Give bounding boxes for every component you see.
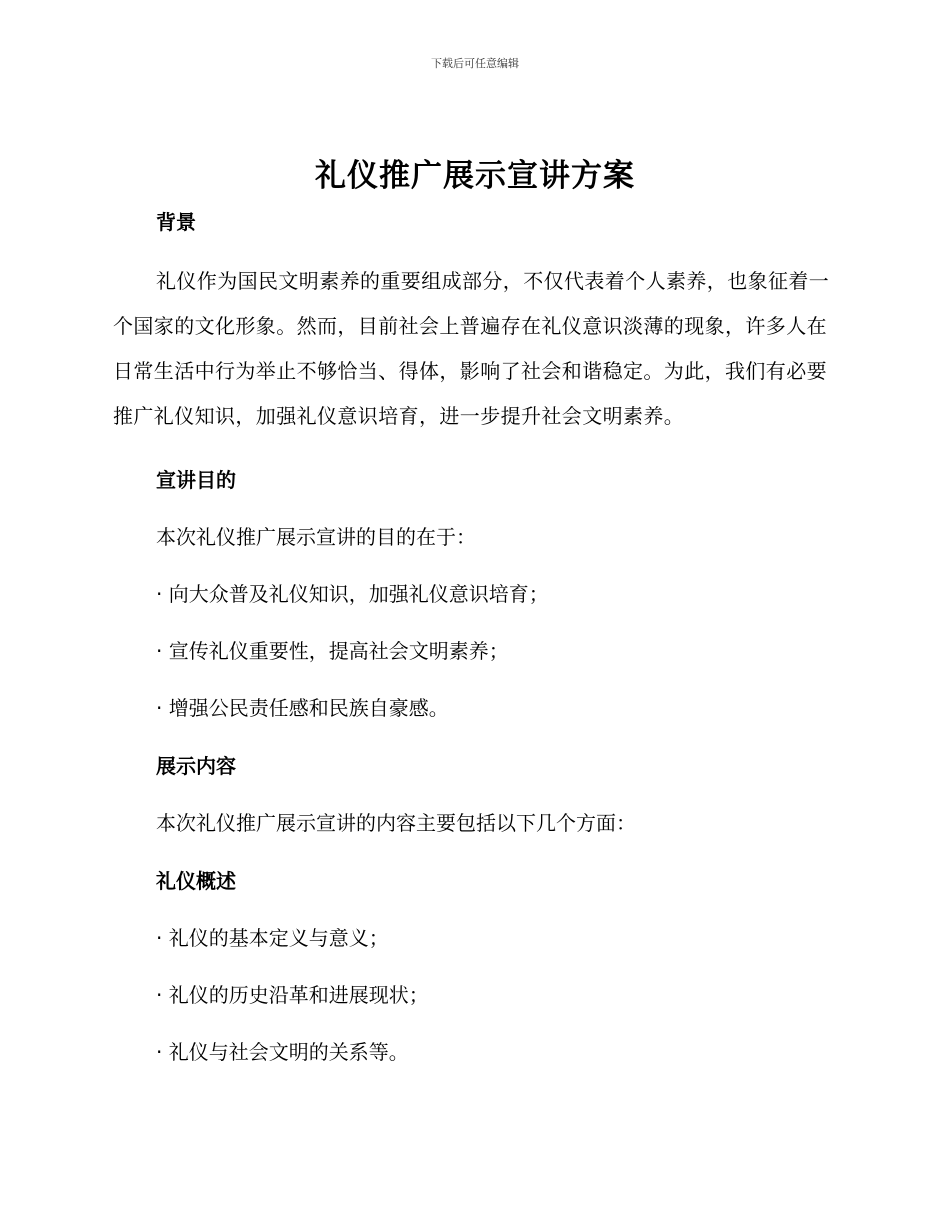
overview-list-item: · 礼仪的基本定义与意义； — [156, 926, 389, 950]
overview-list-item: · 礼仪与社会文明的关系等。 — [156, 1040, 409, 1064]
section-heading-content: 展示内容 — [156, 754, 236, 778]
background-paragraph: 礼仪作为国民文明素养的重要组成部分，不仅代表着个人素养，也象征着一个国家的文化形象。然而，目前社会上普遍存在礼仪意识淡薄的现象，许多人在日常生活中行为举止不够恰当、得体，影响了社会和谐稳定。为此，我们有必要推广礼仪知识，加强礼仪意识培育，进一步提升社会文明素养。 — [113, 269, 830, 428]
purpose-list-item: · 宣传礼仪重要性，提高社会文明素养； — [156, 639, 509, 663]
section-heading-background: 背景 — [156, 210, 196, 234]
purpose-intro: 本次礼仪推广展示宣讲的目的在于： — [156, 525, 476, 549]
section-heading-purpose: 宣讲目的 — [156, 468, 236, 492]
purpose-list-item: · 增强公民责任感和民族自豪感。 — [156, 696, 449, 720]
document-title: 礼仪推广展示宣讲方案 — [315, 158, 635, 194]
section-heading-overview: 礼仪概述 — [156, 869, 236, 893]
header-note: 下载后可任意编辑 — [431, 57, 519, 70]
purpose-list-item: · 向大众普及礼仪知识，加强礼仪意识培育； — [156, 582, 549, 606]
document-body — [113, 205, 833, 1069]
overview-list-item: · 礼仪的历史沿革和进展现状； — [156, 983, 429, 1007]
content-intro: 本次礼仪推广展示宣讲的内容主要包括以下几个方面： — [156, 811, 636, 835]
